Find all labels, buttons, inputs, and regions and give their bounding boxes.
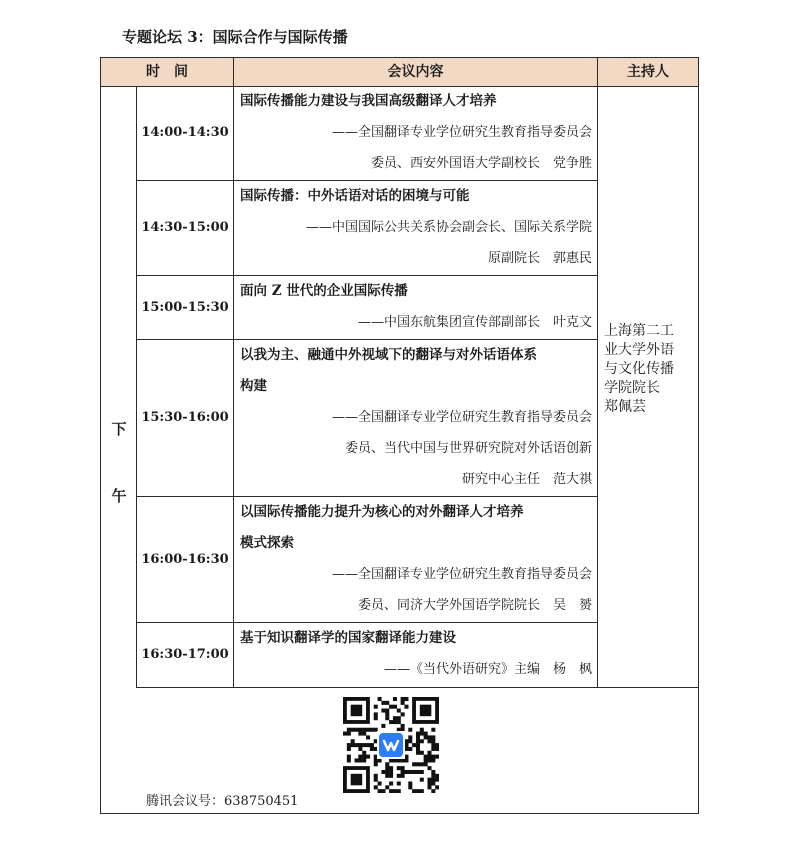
host-info [604,322,694,417]
speaker-line: ——中国国际公共关系协会副会长、国际关系学院 [305,220,592,235]
host-line: 与文化传播 [604,361,674,377]
session-title: 以国际传播能力提升为核心的对外翻译人才培养 [240,504,524,520]
period-label-line2: 午 [111,487,127,505]
session-content [240,181,592,274]
table-border-bottom [100,813,699,814]
header-content: 会议内容 [387,64,444,80]
speaker-line: 委员、当代中国与世界研究院对外话语创新 [344,441,592,456]
session-time: 16:30-17:00 [141,647,229,662]
session-title: 基于知识翻译学的国家翻译能力建设 [240,630,456,646]
session-title-cont: 构建 [240,378,267,394]
session-content [240,340,592,495]
session-time: 14:00-14:30 [141,125,229,140]
speaker-line: ——全国翻译专业学位研究生教育指导委员会 [331,125,592,140]
session-content [240,497,592,621]
period-column-divider [136,86,137,688]
speaker-line: ——全国翻译专业学位研究生教育指导委员会 [331,410,592,425]
table-border-right [698,57,699,814]
session-content [240,276,592,338]
host-line: 上海第二工 [604,323,674,339]
session-time: 15:00-15:30 [141,300,229,315]
host-line: 业大学外语 [604,342,674,358]
session-title: 以我为主、融通中外视域下的翻译与对外话语体系 [240,347,537,363]
session-time: 14:30-15:00 [141,220,229,235]
session-content [240,86,592,179]
speaker-line: ——全国翻译专业学位研究生教育指导委员会 [331,567,592,582]
speaker-line: 原副院长 郭惠民 [487,251,592,266]
page-title: 专题论坛 3：国际合作与国际传播 [122,28,348,46]
speaker-line: ——中国东航集团宣传部副部长 叶克文 [357,315,592,330]
header-time: 时 间 [146,64,188,80]
speaker-line: ——《当代外语研究》主编 杨 枫 [383,662,592,677]
speaker-line: 委员、西安外国语大学副校长 党争胜 [370,156,592,171]
session-title: 国际传播：中外话语对话的困境与可能 [240,188,470,204]
meeting-number: 腾讯会议号：638750451 [146,794,299,809]
speaker-line: 研究中心主任 范大祺 [461,472,592,487]
session-time: 16:00-16:30 [141,552,229,567]
host-line: 学院院长 [604,380,660,396]
period-label-line1: 下 [111,420,127,438]
row-divider [136,687,699,688]
header-host: 主持人 [627,64,669,80]
session-content [240,623,592,685]
session-title: 国际传播能力建设与我国高级翻译人才培养 [240,93,497,109]
time-column-divider [233,57,234,688]
session-time: 15:30-16:00 [141,410,229,425]
host-line: 郑佩芸 [604,399,646,415]
session-title: 面向 Z 世代的企业国际传播 [240,283,408,299]
speaker-line: 委员、同济大学外国语学院院长 吴 赟 [357,598,592,613]
qr-code-icon[interactable] [343,697,439,793]
host-column-divider [597,57,598,688]
session-title-cont: 模式探索 [240,535,294,551]
